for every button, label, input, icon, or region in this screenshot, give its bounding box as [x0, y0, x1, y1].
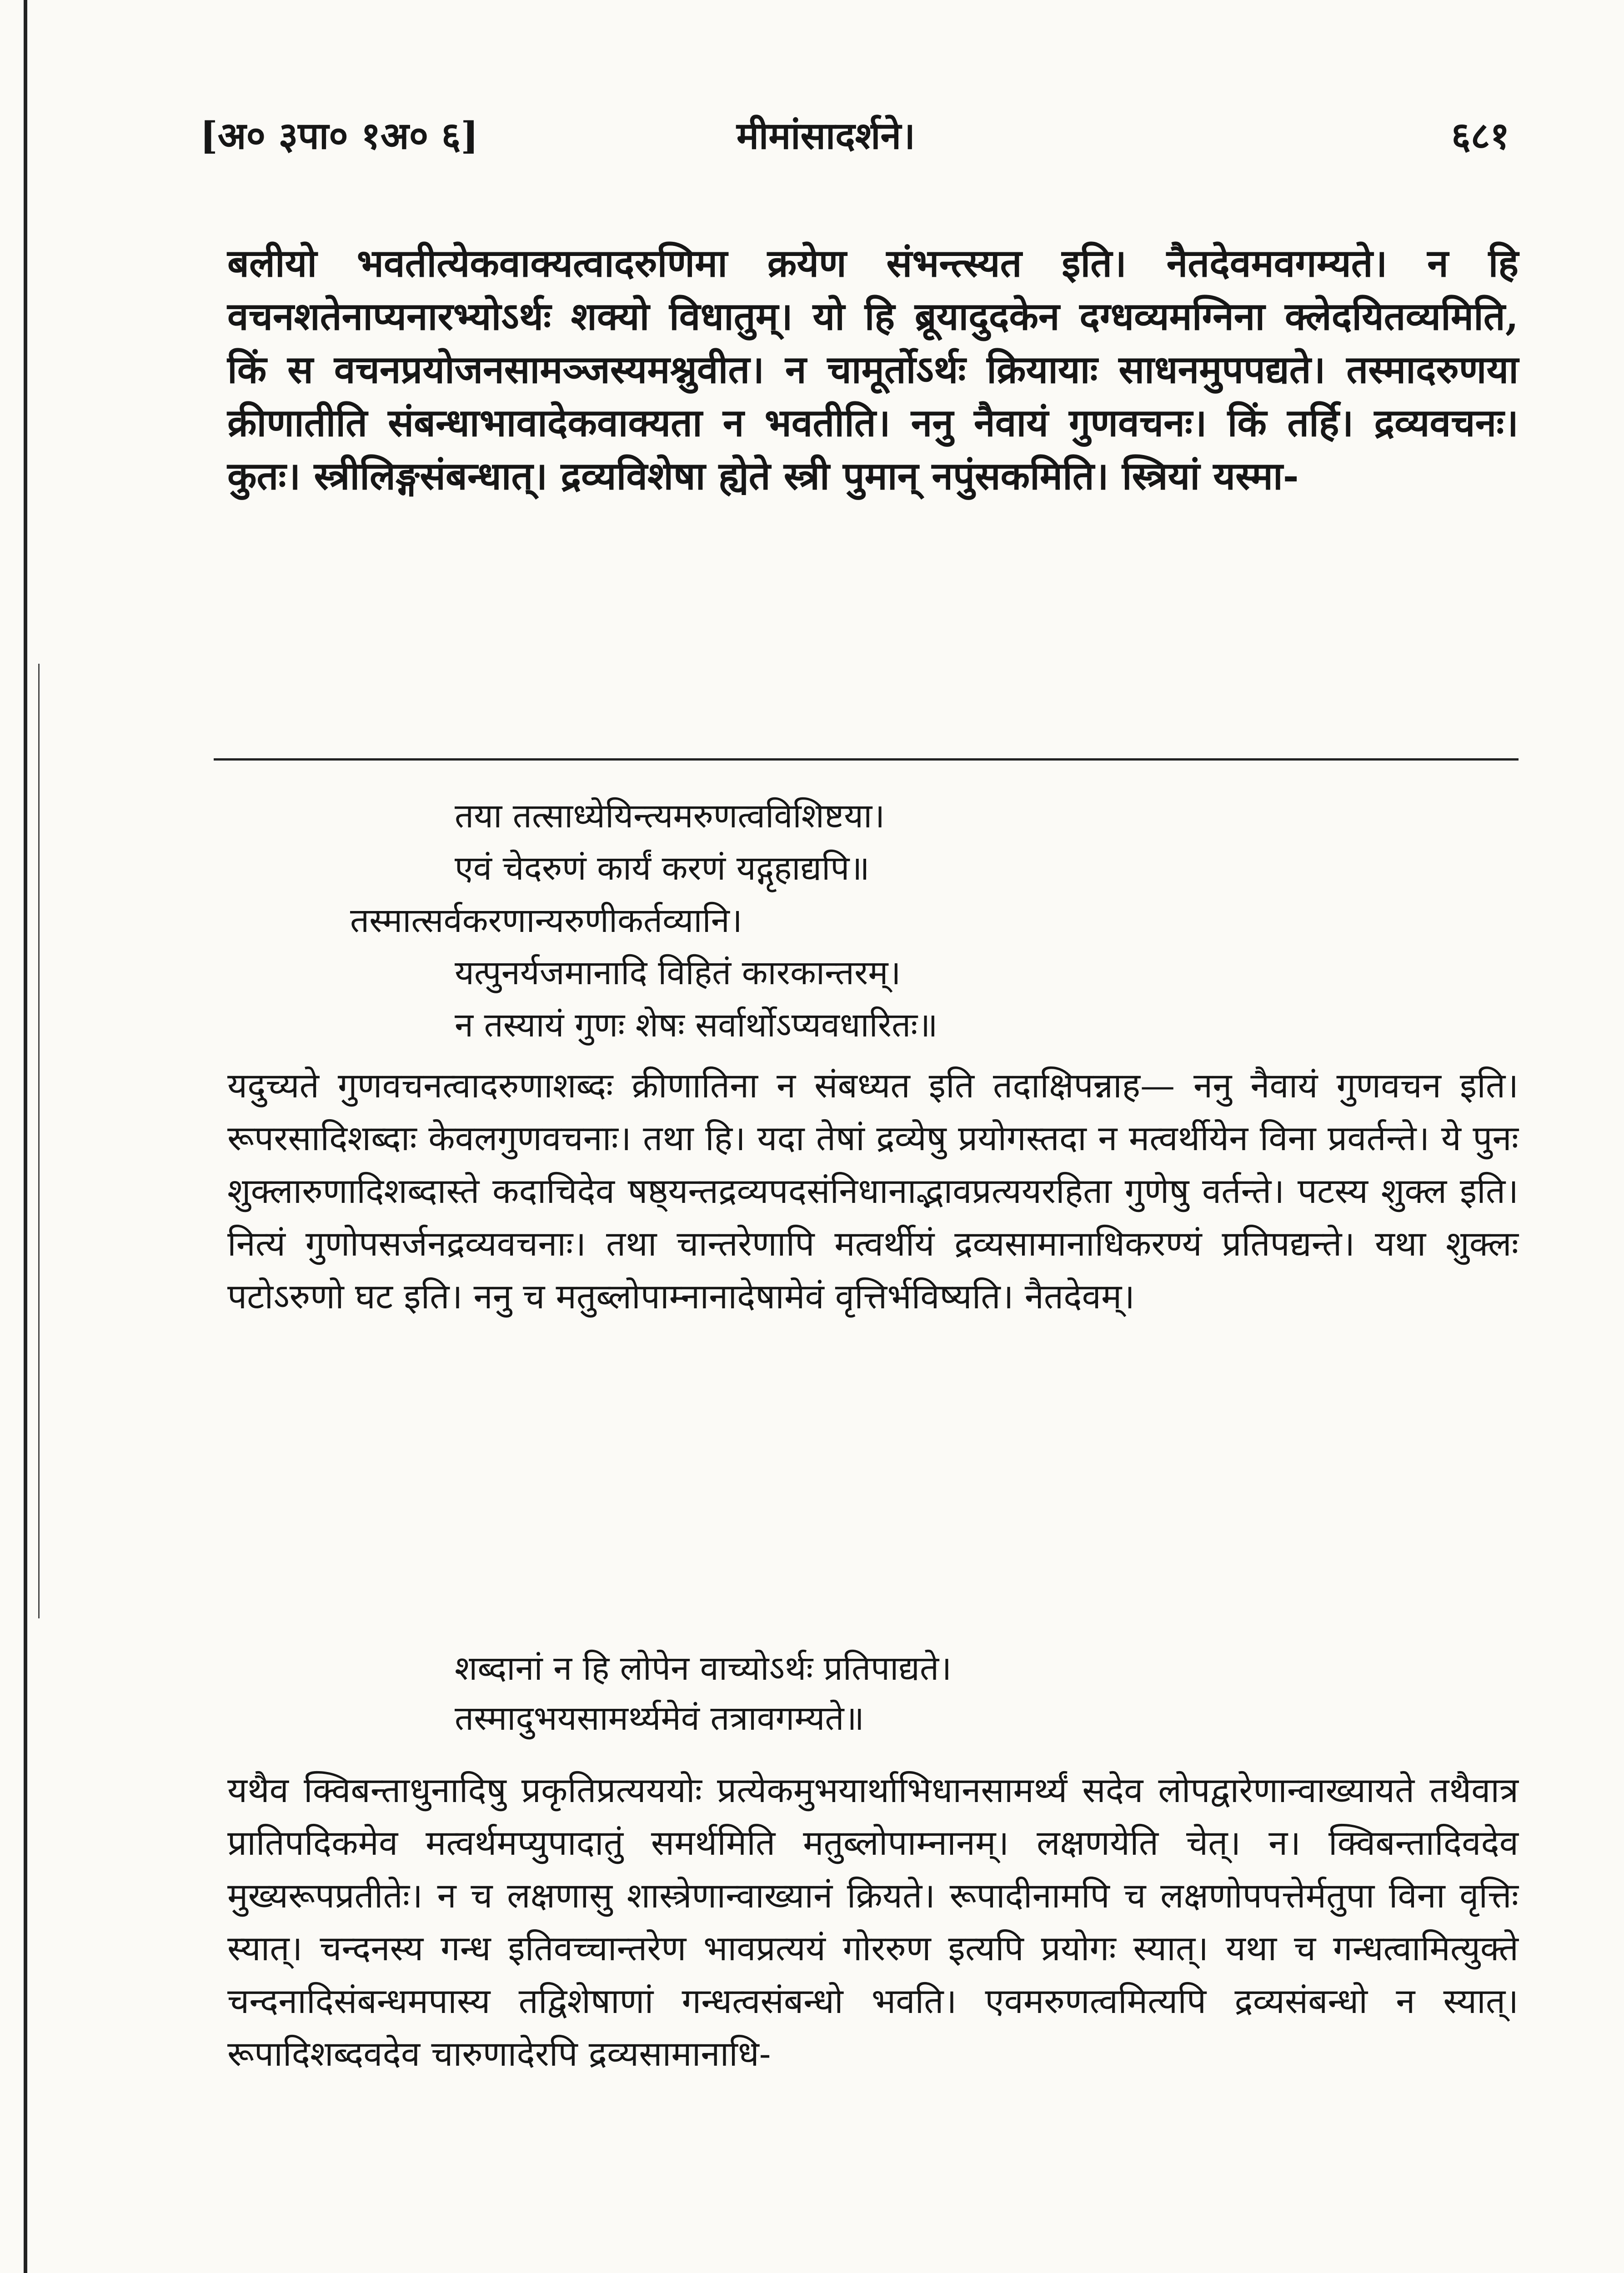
verse-line: एवं चेदरुणं कार्यं करणं यद्गृहाद्यपि॥	[455, 849, 870, 888]
verse-line: न तस्यायं गुणः शेषः सर्वार्थोऽप्यवधारितः॥	[455, 1006, 938, 1045]
divider-line	[214, 758, 1519, 761]
section-reference: [अ० ३पा० १अ० ६]	[200, 114, 479, 158]
commentary-paragraph: यदुच्यते गुणवचनत्वादरुणाशब्दः क्रीणातिना न संबध्यत इति तदाक्षिपन्नाह— ननु नैवायं गुणवचन इति। रूपरसादिशब्दाः केवलगुणवचनाः। तथा हि। यदा तेषां द्रव्येषु प्रयोगस्तदा न मत्वर्थीयेन विना प्रवर्तन्ते। ये पुनः शुक्लारुणादिशब्दास्ते कदाचिदेव षष्ठ्यन्तद्रव्यपदसंनिधानाद्भावप्रत्ययरहिता गुणेषु वर्तन्ते। पटस्य शुक्ल इति। नित्यं गुणोपसर्जनद्रव्यवचनाः। तथा चान्तरेणापि मत्वर्थीयं द्रव्यसामानाधिकरण्यं प्रतिपद्यन्ते। यथा शुक्लः पटोऽरुणो घट इति। ननु च मतुब्लोपाम्नानादेषामेवं वृत्तिर्भविष्यति। नैतदेवम्।	[227, 1065, 1519, 1317]
binding-margin-line	[38, 664, 40, 1618]
main-text: बलीयो भवतीत्येकवाक्यत्वादरुणिमा क्रयेण संभन्त्स्यत इति। नैतदेवमवगम्यते। न हि वचनशतेनाप्यनारभ्योऽर्थः शक्यो विधातुम्। यो हि ब्रूयादुदकेन दग्धव्यमग्निना क्लेदयितव्यमिति, किं स वचनप्रयोजनसामञ्जस्यमश्नुवीत। न चामूर्तोऽर्थः क्रियायाः साधनमुपपद्यते। तस्मादरुणया क्रीणातीति संबन्धाभावादेकवाक्यता न भवतीति। ननु नैवायं गुणवचनः। किं तर्हि। द्रव्यवचनः। कुतः। स्त्रीलिङ्गसंबन्धात्। द्रव्यविशेषा ह्येते स्त्री पुमान् नपुंसकमिति। स्त्रियां यस्मा-	[227, 240, 1519, 498]
verse-line: तया तत्साध्येयिन्त्यमरुणत्वविशिष्टया।	[455, 796, 885, 836]
page-title: मीमांसादर्शने।	[737, 114, 916, 158]
page-number: ६८१	[1451, 114, 1509, 158]
verse-line: यत्पुनर्यजमानादि विहितं कारकान्तरम्।	[455, 953, 901, 992]
binding-edge	[24, 0, 27, 2273]
verse-line: शब्दानां न हि लोपेन वाच्योऽर्थः प्रतिपाद्यते।	[455, 1649, 952, 1688]
commentary-paragraph: यथैव क्विबन्ताधुनादिषु प्रकृतिप्रत्यययोः प्रत्येकमुभयार्थाभिधानसामर्थ्यं सदेव लोपद्वारेणान्वाख्यायते तथैवात्र प्रातिपदिकमेव मत्वर्थमप्युपादातुं समर्थमिति मतुब्लोपाम्नानम्। लक्षणयेति चेत्। न। क्विबन्तादिवदेव मुख्यरूपप्रतीतेः। न च लक्षणासु शास्त्रेणान्वाख्यानं क्रियते। रूपादीनामपि च लक्षणोपपत्तेर्मतुपा विना वृत्तिः स्यात्। चन्दनस्य गन्ध इतिवच्चान्तरेण भावप्रत्ययं गोररुण इत्यपि प्रयोगः स्यात्। यथा च गन्धत्वामित्युक्ते चन्दनादिसंबन्धमपास्य तद्विशेषाणां गन्धत्वसंबन्धो भवति। एवमरुणत्वमित्यपि द्रव्यसंबन्धो न स्यात्। रूपादिशब्दवदेव चारुणादेरपि द्रव्यसामानाधि-	[227, 1770, 1519, 2074]
page-header	[200, 109, 1509, 164]
verse-line: तस्मादुभयसामर्थ्यमेवं तत्रावगम्यते॥	[455, 1699, 864, 1738]
verse-line: तस्मात्सर्वकरणान्यरुणीकर्तव्यानि।	[350, 901, 742, 940]
